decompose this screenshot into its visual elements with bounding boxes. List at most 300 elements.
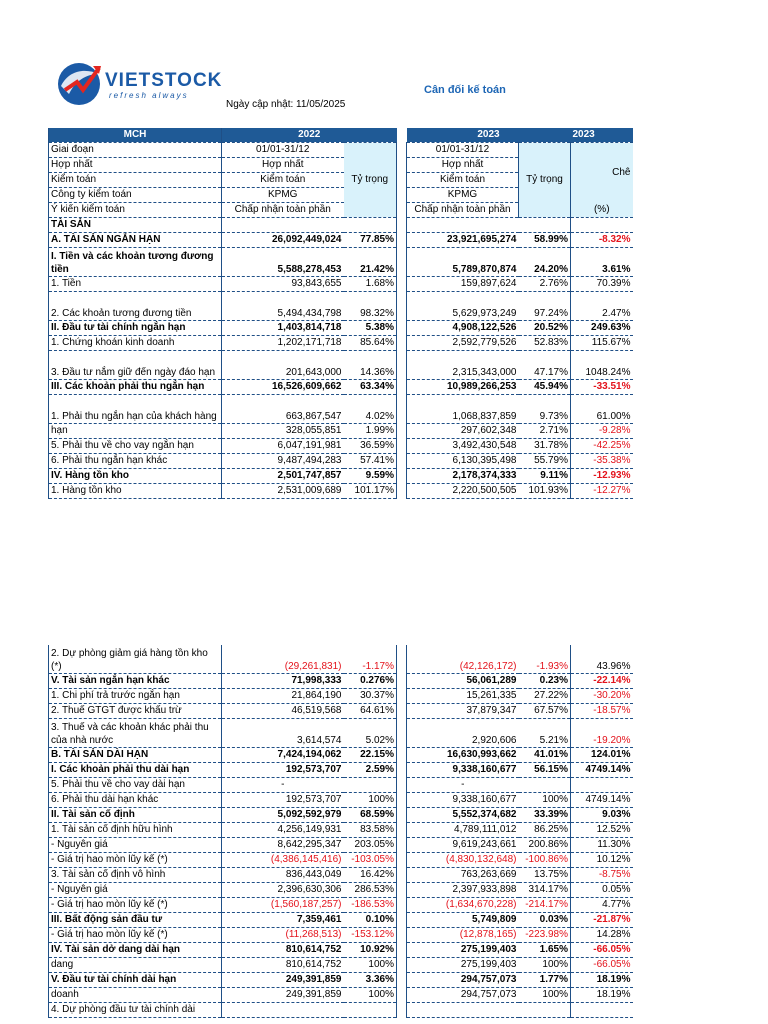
gap [397, 248, 407, 277]
change-pct: 10.12% [571, 853, 633, 868]
meta-value-2023: 01/01-31/12 [407, 143, 519, 158]
value-2023: 10,989,266,253 [407, 380, 519, 395]
gap [397, 958, 407, 973]
value-2023: 9,338,160,677 [407, 793, 519, 808]
value-2022: 5,092,592,979 [222, 808, 344, 823]
vietstock-logo [55, 60, 225, 108]
weight-2022: 101.17% [344, 484, 397, 499]
weight-2022: -1.17% [344, 645, 397, 674]
value-2023: 294,757,073 [407, 973, 519, 988]
gap [397, 943, 407, 958]
table-row [49, 988, 633, 1003]
change-pct: 11.30% [571, 838, 633, 853]
value-2022: 1,403,814,718 [222, 321, 344, 336]
weight-2023: 24.20% [519, 248, 571, 277]
row-label: 1. Tiền [49, 277, 222, 292]
gap [397, 439, 407, 454]
globe-icon [55, 60, 105, 108]
value-2023: 4,789,111,012 [407, 823, 519, 838]
value-2023: 1,068,837,859 [407, 395, 519, 424]
table-row [49, 248, 633, 277]
change-pct: 0.05% [571, 883, 633, 898]
row-label: 2. Thuế GTGT được khấu trừ [49, 704, 222, 719]
meta-label: Ý kiến kiểm toán [49, 203, 222, 218]
col-year-2022: 2022 [222, 128, 397, 143]
row-label: 4. Dự phòng đầu tư tài chính dài [49, 1003, 222, 1018]
weight-header-2022: Tỷ trọng [344, 143, 397, 218]
gap [397, 898, 407, 913]
gap [397, 913, 407, 928]
value-2023: 5,749,809 [407, 913, 519, 928]
change-pct: 12.52% [571, 823, 633, 838]
value-2022: (1,560,187,257) [222, 898, 344, 913]
value-2022: 7,359,461 [222, 913, 344, 928]
value-2022: (4,386,145,416) [222, 853, 344, 868]
meta-value-2022: Hợp nhất [222, 158, 344, 173]
change-pct: -30.20% [571, 689, 633, 704]
weight-2022: 64.61% [344, 704, 397, 719]
meta-label: Công ty kiểm toán [49, 188, 222, 203]
value-2022: 4,256,149,931 [222, 823, 344, 838]
change-unit: (%) [571, 203, 633, 218]
value-2022: 5,588,278,453 [222, 248, 344, 277]
gap [397, 823, 407, 838]
change-pct: -33.51% [571, 380, 633, 395]
gap [397, 689, 407, 704]
weight-2022 [344, 1003, 397, 1018]
value-2022: 2,531,009,689 [222, 484, 344, 499]
value-2023: 56,061,289 [407, 674, 519, 689]
table-row [49, 763, 633, 778]
table-row [49, 689, 633, 704]
table-row [49, 454, 633, 469]
gap [397, 973, 407, 988]
table-row [49, 351, 633, 380]
value-2023: 275,199,403 [407, 943, 519, 958]
gap [397, 645, 407, 674]
gap [397, 143, 407, 158]
gap [397, 763, 407, 778]
weight-2022: 1.68% [344, 277, 397, 292]
gap [397, 868, 407, 883]
gap [397, 292, 407, 321]
weight-2022: 36.59% [344, 439, 397, 454]
value-2023: 294,757,073 [407, 988, 519, 1003]
gap [397, 719, 407, 748]
value-2023: (1,634,670,228) [407, 898, 519, 913]
meta-value-2022: KPMG [222, 188, 344, 203]
change-pct: -9.28% [571, 424, 633, 439]
weight-2022: 286.53% [344, 883, 397, 898]
value-2022: 21,864,190 [222, 689, 344, 704]
change-pct: 4749.14% [571, 793, 633, 808]
table-row [49, 808, 633, 823]
weight-2022: 63.34% [344, 380, 397, 395]
meta-value-2023: KPMG [407, 188, 519, 203]
row-label: dang [49, 958, 222, 973]
row-label: - Nguyên giá [49, 883, 222, 898]
change-header: Chê [571, 143, 633, 203]
weight-2023: 52.83% [519, 336, 571, 351]
value-2023: - [407, 778, 519, 793]
change-pct: 4749.14% [571, 763, 633, 778]
weight-2023 [519, 1003, 571, 1018]
header-row [49, 128, 633, 143]
table-row [49, 719, 633, 748]
change-pct [571, 218, 633, 233]
table-row [49, 674, 633, 689]
value-2022: 3,614,574 [222, 719, 344, 748]
gap [397, 484, 407, 499]
row-label: 6. Phải thu dài hạn khác [49, 793, 222, 808]
change-pct: 43.96% [571, 645, 633, 674]
meta-label: Hợp nhất [49, 158, 222, 173]
value-2023: 15,261,335 [407, 689, 519, 704]
value-2022: 6,047,191,981 [222, 439, 344, 454]
row-label: doanh [49, 988, 222, 1003]
change-pct: 61.00% [571, 395, 633, 424]
row-label: III. Bất động sản đầu tư [49, 913, 222, 928]
value-2022: 810,614,752 [222, 943, 344, 958]
weight-2023: 27.22% [519, 689, 571, 704]
row-label: 5. Phải thu về cho vay ngắn hạn [49, 439, 222, 454]
value-2023: 37,879,347 [407, 704, 519, 719]
weight-2022: 203.05% [344, 838, 397, 853]
weight-2022: 0.276% [344, 674, 397, 689]
gap [397, 424, 407, 439]
gap [397, 395, 407, 424]
value-2023: 763,263,669 [407, 868, 519, 883]
balance-sheet-top [48, 128, 633, 499]
value-2022: 46,519,568 [222, 704, 344, 719]
meta-value-2023: Hợp nhất [407, 158, 519, 173]
gap [397, 793, 407, 808]
weight-2022: 16.42% [344, 868, 397, 883]
value-2022: - [222, 778, 344, 793]
weight-2022: 77.85% [344, 233, 397, 248]
change-pct [571, 1003, 633, 1018]
weight-2023: 1.65% [519, 943, 571, 958]
table-row [49, 321, 633, 336]
gap [397, 778, 407, 793]
table-row [49, 883, 633, 898]
table-row [49, 424, 633, 439]
weight-2023: 100% [519, 958, 571, 973]
value-2022: 1,202,171,718 [222, 336, 344, 351]
weight-2023: 200.86% [519, 838, 571, 853]
table-row [49, 778, 633, 793]
table-row [49, 928, 633, 943]
gap [397, 188, 407, 203]
gap [397, 158, 407, 173]
value-2023: (4,830,132,648) [407, 853, 519, 868]
weight-2023 [519, 218, 571, 233]
weight-2023: 67.57% [519, 704, 571, 719]
row-label: IV. Hàng tồn kho [49, 469, 222, 484]
value-2023: 297,602,348 [407, 424, 519, 439]
row-label: 1. Tài sản cố định hữu hình [49, 823, 222, 838]
value-2023 [407, 218, 519, 233]
change-pct: -12.93% [571, 469, 633, 484]
weight-2022: 3.36% [344, 973, 397, 988]
row-label: 1. Chứng khoán kinh doanh [49, 336, 222, 351]
col-ticker: MCH [49, 128, 222, 143]
weight-2023: 13.75% [519, 868, 571, 883]
row-label: 5. Phải thu về cho vay dài hạn [49, 778, 222, 793]
value-2022: 7,424,194,062 [222, 748, 344, 763]
value-2022: 9,487,494,283 [222, 454, 344, 469]
weight-2022: -186.53% [344, 898, 397, 913]
value-2023: 9,619,243,661 [407, 838, 519, 853]
weight-2022: 30.37% [344, 689, 397, 704]
table-row [49, 913, 633, 928]
weight-2023: 56.15% [519, 763, 571, 778]
weight-2023: 314.17% [519, 883, 571, 898]
row-label: - Nguyên giá [49, 838, 222, 853]
value-2023: 6,130,395,498 [407, 454, 519, 469]
weight-2023: -223.98% [519, 928, 571, 943]
change-pct: 4.77% [571, 898, 633, 913]
value-2023: 5,789,870,874 [407, 248, 519, 277]
row-label: 1. Phải thu ngắn hạn của khách hàng [49, 395, 222, 424]
gap [397, 380, 407, 395]
row-label: IV. Tài sản dở dang dài hạn [49, 943, 222, 958]
weight-2022: 100% [344, 958, 397, 973]
row-label: 1. Chi phí trả trước ngắn hạn [49, 689, 222, 704]
update-date: Ngày cập nhật: 11/05/2025 [226, 99, 346, 110]
weight-2022: -153.12% [344, 928, 397, 943]
row-label: I. Tiền và các khoản tương đương tiền [49, 248, 222, 277]
value-2023: 2,220,500,505 [407, 484, 519, 499]
row-label: hạn [49, 424, 222, 439]
weight-2022 [344, 778, 397, 793]
change-pct: -8.75% [571, 868, 633, 883]
weight-2022: 9.59% [344, 469, 397, 484]
change-pct: -66.05% [571, 958, 633, 973]
change-pct: 18.19% [571, 988, 633, 1003]
weight-2023: 1.77% [519, 973, 571, 988]
weight-2023: 31.78% [519, 439, 571, 454]
value-2023: 2,178,374,333 [407, 469, 519, 484]
table-row [49, 958, 633, 973]
row-label: 2. Dự phòng giảm giá hàng tồn kho (*) [49, 645, 222, 674]
row-label: 6. Phải thu ngắn hạn khác [49, 454, 222, 469]
table-row [49, 380, 633, 395]
change-pct: -22.14% [571, 674, 633, 689]
weight-2023: 47.17% [519, 351, 571, 380]
weight-2022: -103.05% [344, 853, 397, 868]
table-row [49, 868, 633, 883]
weight-2023: 101.93% [519, 484, 571, 499]
weight-2023: 45.94% [519, 380, 571, 395]
gap [397, 233, 407, 248]
weight-2023 [519, 778, 571, 793]
change-pct: 115.67% [571, 336, 633, 351]
table-row [49, 838, 633, 853]
value-2023 [407, 1003, 519, 1018]
gap [397, 336, 407, 351]
change-pct: 124.01% [571, 748, 633, 763]
gap [397, 277, 407, 292]
table-row [49, 439, 633, 454]
row-label: TÀI SẢN [49, 218, 222, 233]
row-label: - Giá trị hao mòn lũy kế (*) [49, 898, 222, 913]
row-label: 3. Tài sản cố định vô hình [49, 868, 222, 883]
weight-2022: 57.41% [344, 454, 397, 469]
meta-value-2022: 01/01-31/12 [222, 143, 344, 158]
change-pct: -12.27% [571, 484, 633, 499]
weight-2022: 98.32% [344, 292, 397, 321]
weight-2022: 85.64% [344, 336, 397, 351]
table-row [49, 748, 633, 763]
value-2022: 2,501,747,857 [222, 469, 344, 484]
row-label: 3. Đầu tư nắm giữ đến ngày đáo hạn [49, 351, 222, 380]
meta-value-2022: Chấp nhận toàn phần [222, 203, 344, 218]
value-2023: 275,199,403 [407, 958, 519, 973]
value-2023: 5,552,374,682 [407, 808, 519, 823]
table-row [49, 469, 633, 484]
weight-2022: 21.42% [344, 248, 397, 277]
value-2023: 2,920,606 [407, 719, 519, 748]
gap [397, 218, 407, 233]
row-label: V. Đầu tư tài chính dài hạn [49, 973, 222, 988]
weight-2023: 0.23% [519, 674, 571, 689]
value-2022: 93,843,655 [222, 277, 344, 292]
gap [397, 173, 407, 188]
change-pct: -42.25% [571, 439, 633, 454]
value-2022: 201,643,000 [222, 351, 344, 380]
change-pct: -19.20% [571, 719, 633, 748]
gap [397, 704, 407, 719]
weight-2023: 41.01% [519, 748, 571, 763]
row-label: 3. Thuế và các khoản khác phải thu của nhà nước [49, 719, 222, 748]
value-2022: 249,391,859 [222, 988, 344, 1003]
gap [397, 203, 407, 218]
value-2022: 5,494,434,798 [222, 292, 344, 321]
gap [397, 883, 407, 898]
change-pct: -18.57% [571, 704, 633, 719]
gap [397, 351, 407, 380]
weight-2023: 2.71% [519, 424, 571, 439]
value-2023: 2,397,933,898 [407, 883, 519, 898]
value-2023: 3,492,430,548 [407, 439, 519, 454]
table-row [49, 218, 633, 233]
change-pct: -35.38% [571, 454, 633, 469]
weight-2023: 100% [519, 793, 571, 808]
table-row [49, 898, 633, 913]
weight-2022: 14.36% [344, 351, 397, 380]
weight-2023: -214.17% [519, 898, 571, 913]
weight-2023: 2.76% [519, 277, 571, 292]
value-2022: 810,614,752 [222, 958, 344, 973]
table-row [49, 973, 633, 988]
weight-2022 [344, 218, 397, 233]
table-row [49, 336, 633, 351]
value-2023: 159,897,624 [407, 277, 519, 292]
weight-2023: 86.25% [519, 823, 571, 838]
gap [397, 321, 407, 336]
value-2022: 71,998,333 [222, 674, 344, 689]
value-2022: 192,573,707 [222, 793, 344, 808]
value-2022: 249,391,859 [222, 973, 344, 988]
logo-tagline: refresh always [109, 91, 189, 100]
col-year-2023: 2023 [407, 128, 571, 143]
weight-2022: 10.92% [344, 943, 397, 958]
value-2023: 4,908,122,526 [407, 321, 519, 336]
row-label: - Giá trị hao mòn lũy kế (*) [49, 853, 222, 868]
value-2023: 2,315,343,000 [407, 351, 519, 380]
weight-2022: 2.59% [344, 763, 397, 778]
weight-2023: 5.21% [519, 719, 571, 748]
row-label: II. Tài sản cố định [49, 808, 222, 823]
gap [397, 853, 407, 868]
row-label: II. Đầu tư tài chính ngắn hạn [49, 321, 222, 336]
value-2022 [222, 218, 344, 233]
weight-2023: -1.93% [519, 645, 571, 674]
change-pct: 18.19% [571, 973, 633, 988]
weight-2023: 20.52% [519, 321, 571, 336]
weight-2022: 5.02% [344, 719, 397, 748]
meta-value-2023: Chấp nhận toàn phần [407, 203, 519, 218]
change-pct: 14.28% [571, 928, 633, 943]
change-pct [571, 778, 633, 793]
change-pct: 2.47% [571, 292, 633, 321]
row-label: III. Các khoản phải thu ngắn hạn [49, 380, 222, 395]
meta-label: Giai đoạn [49, 143, 222, 158]
gap [397, 454, 407, 469]
weight-2023: 9.73% [519, 395, 571, 424]
change-pct: 1048.24% [571, 351, 633, 380]
table-row [49, 853, 633, 868]
table-row [49, 943, 633, 958]
change-pct: -21.87% [571, 913, 633, 928]
weight-2022: 22.15% [344, 748, 397, 763]
gap [397, 808, 407, 823]
change-pct: 70.39% [571, 277, 633, 292]
value-2023: (12,878,165) [407, 928, 519, 943]
weight-2023: 9.11% [519, 469, 571, 484]
table-row [49, 484, 633, 499]
meta-value-2023: Kiểm toán [407, 173, 519, 188]
value-2022: 663,867,547 [222, 395, 344, 424]
row-label: V. Tài sản ngắn hạn khác [49, 674, 222, 689]
value-2023: 16,630,993,662 [407, 748, 519, 763]
gap [397, 748, 407, 763]
change-pct: -8.32% [571, 233, 633, 248]
value-2022 [222, 1003, 344, 1018]
weight-2022: 100% [344, 988, 397, 1003]
table-row [49, 277, 633, 292]
value-2022: 836,443,049 [222, 868, 344, 883]
meta-label: Kiểm toán [49, 173, 222, 188]
table-row [49, 704, 633, 719]
table-row [49, 395, 633, 424]
weight-2023: 55.79% [519, 454, 571, 469]
value-2022: 2,396,630,306 [222, 883, 344, 898]
gap [397, 674, 407, 689]
change-pct: 3.61% [571, 248, 633, 277]
table-row [49, 645, 633, 674]
weight-2022: 68.59% [344, 808, 397, 823]
table-row [49, 1003, 633, 1018]
weight-2022: 100% [344, 793, 397, 808]
value-2022: (29,261,831) [222, 645, 344, 674]
table-row [49, 233, 633, 248]
gap [397, 838, 407, 853]
value-2023: 23,921,695,274 [407, 233, 519, 248]
weight-2023: 100% [519, 988, 571, 1003]
weight-2023: 58.99% [519, 233, 571, 248]
